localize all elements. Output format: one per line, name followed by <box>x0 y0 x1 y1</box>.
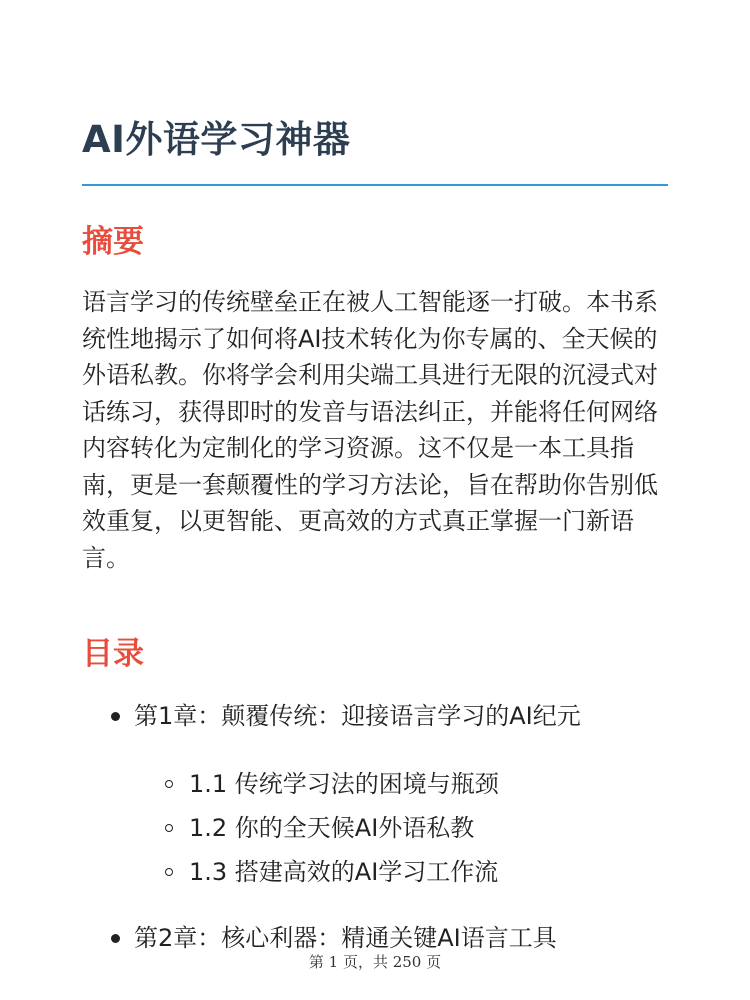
toc-section-label: 1.1 传统学习法的困境与瓶颈 <box>189 770 499 798</box>
hollow-bullet-icon <box>165 780 173 788</box>
table-of-contents <box>82 696 672 958</box>
hollow-bullet-icon <box>165 824 173 832</box>
abstract-heading: 摘要 <box>82 224 144 260</box>
toc-chapter-label: 第1章：颠覆传统：迎接语言学习的AI纪元 <box>134 702 581 730</box>
toc-chapter-1[interactable] <box>82 696 672 736</box>
toc-section-label: 1.3 搭建高效的AI学习工作流 <box>189 858 499 886</box>
page-footer: 第 1 页，共 250 页 <box>308 953 442 971</box>
toc-chapter-label: 第2章：核心利器：精通关键AI语言工具 <box>134 924 557 952</box>
abstract-text: 语言学习的传统壁垒正在被人工智能逐一打破。本书系统性地揭示了如何将AI技术转化为你专属的、全天候的外语私教。你将学会利用尖端工具进行无限的沉浸式对话练习，获得即时的发音与语法纠正，并能将任何网络内容转化为定制化的学习资源。这不仅是一本工具指南，更是一套颠覆性的学习方法论，旨在帮助你告别低效重复，以更智能、更高效的方式真正掌握一门新语言。 <box>82 288 658 572</box>
toc-section-label: 1.2 你的全天候AI外语私教 <box>189 814 475 842</box>
hollow-bullet-icon <box>165 868 173 876</box>
bullet-icon <box>111 934 120 943</box>
title-divider <box>82 184 668 186</box>
toc-section-1-1[interactable] <box>82 762 672 806</box>
bullet-icon <box>111 712 120 721</box>
toc-section-1-3[interactable] <box>82 850 672 894</box>
toc-heading: 目录 <box>82 636 144 672</box>
toc-section-1-2[interactable] <box>82 806 672 850</box>
toc-chapter-1-sections <box>82 762 672 894</box>
document-title: AI外语学习神器 <box>82 118 351 161</box>
